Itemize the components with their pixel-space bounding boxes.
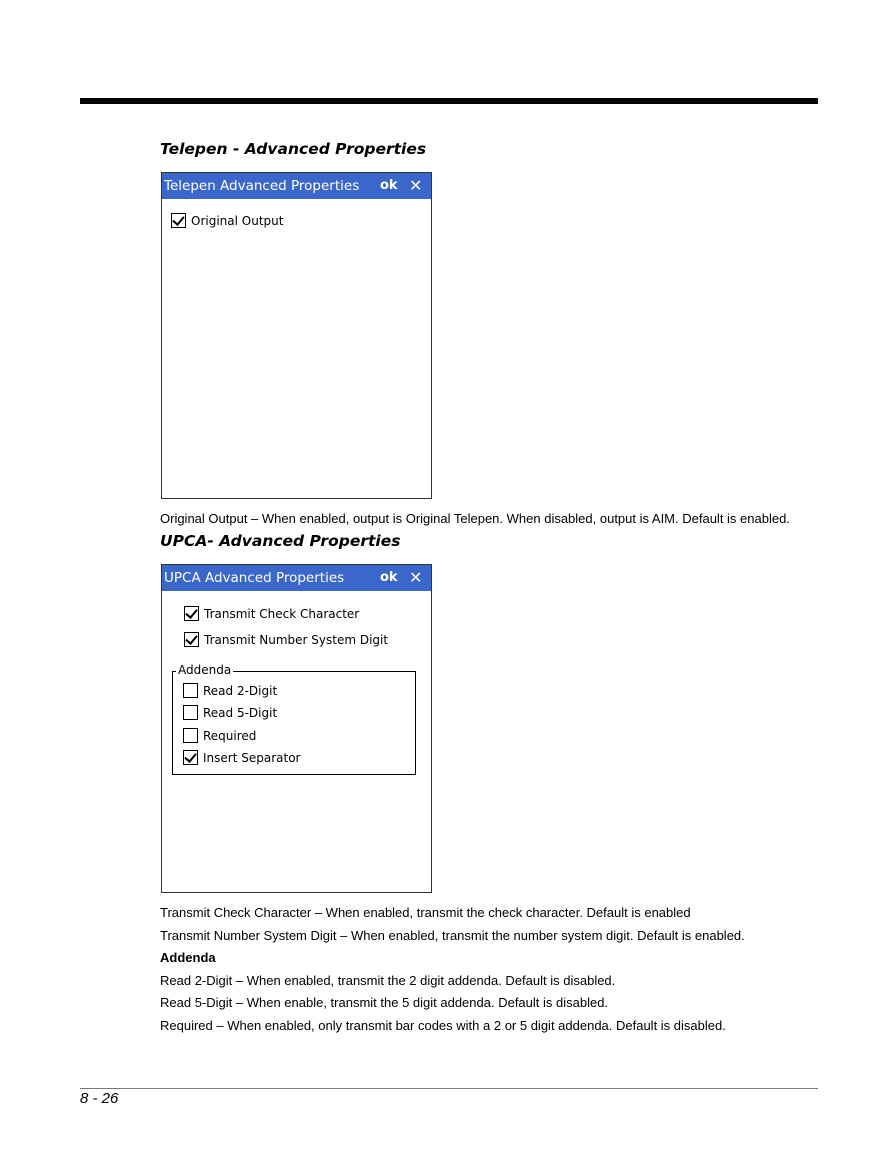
- read-2-digit-description: Read 2-Digit – When enabled, transmit the 2 digit addenda. Default is disabled.: [160, 973, 616, 988]
- telepen-dialog-title: Telepen Advanced Properties: [164, 178, 360, 194]
- read-5-digit-label: Read 5-Digit: [203, 705, 278, 720]
- upca-dialog-title: UPCA Advanced Properties: [164, 570, 345, 586]
- required-checkbox[interactable]: [183, 728, 198, 743]
- read-2-digit-checkbox[interactable]: [183, 683, 198, 698]
- upca-close-icon[interactable]: ✕: [409, 568, 423, 587]
- required-option[interactable]: [183, 727, 256, 745]
- required-label: Required: [203, 728, 257, 743]
- upca-titlebar: [162, 565, 431, 591]
- read-5-digit-description: Read 5-Digit – When enable, transmit the 5 digit addenda. Default is disabled.: [160, 995, 609, 1010]
- transmit-check-character-label: Transmit Check Character: [204, 606, 360, 621]
- transmit-number-system-digit-checkbox[interactable]: [184, 632, 199, 647]
- telepen-description: Original Output – When enabled, output is Original Telepen. When disabled, output is AIM. Default is enabled.: [160, 511, 790, 526]
- read-5-digit-option[interactable]: [183, 704, 277, 722]
- telepen-heading: Telepen - Advanced Properties: [160, 140, 427, 158]
- telepen-dialog: [161, 172, 432, 499]
- insert-separator-label: Insert Separator: [203, 750, 301, 765]
- addenda-legend: Addenda: [178, 663, 232, 677]
- upca-heading: UPCA- Advanced Properties: [160, 532, 401, 550]
- telepen-original-output-option[interactable]: [171, 212, 283, 230]
- addenda-groupbox: [172, 663, 416, 775]
- transmit-check-character-option[interactable]: [184, 605, 359, 623]
- transmit-check-character-checkbox[interactable]: [184, 606, 199, 621]
- addenda-heading: Addenda: [160, 950, 216, 965]
- telepen-original-output-checkbox[interactable]: [171, 213, 186, 228]
- telepen-close-icon[interactable]: ✕: [409, 176, 423, 195]
- upca-ok-button[interactable]: ok: [380, 570, 398, 585]
- read-2-digit-option[interactable]: [183, 682, 277, 700]
- transmit-check-character-description: Transmit Check Character – When enabled, transmit the check character. Default is enabled: [160, 905, 691, 920]
- read-5-digit-checkbox[interactable]: [183, 705, 198, 720]
- telepen-ok-button[interactable]: ok: [380, 178, 398, 193]
- telepen-original-output-label: Original Output: [191, 213, 284, 228]
- transmit-number-system-digit-label: Transmit Number System Digit: [204, 632, 389, 647]
- transmit-number-system-digit-option[interactable]: [184, 631, 388, 649]
- insert-separator-option[interactable]: [183, 749, 300, 767]
- telepen-titlebar: [162, 173, 431, 199]
- page-number: 8 - 26: [80, 1090, 119, 1107]
- read-2-digit-label: Read 2-Digit: [203, 683, 278, 698]
- header-rule: [80, 98, 818, 104]
- footer-rule: [80, 1088, 818, 1089]
- upca-dialog: [161, 564, 432, 893]
- insert-separator-checkbox[interactable]: [183, 750, 198, 765]
- required-description: Required – When enabled, only transmit bar codes with a 2 or 5 digit addenda. Default is disabled.: [160, 1018, 726, 1033]
- transmit-number-system-digit-description: Transmit Number System Digit – When enabled, transmit the number system digit. Default is enabled.: [160, 928, 745, 943]
